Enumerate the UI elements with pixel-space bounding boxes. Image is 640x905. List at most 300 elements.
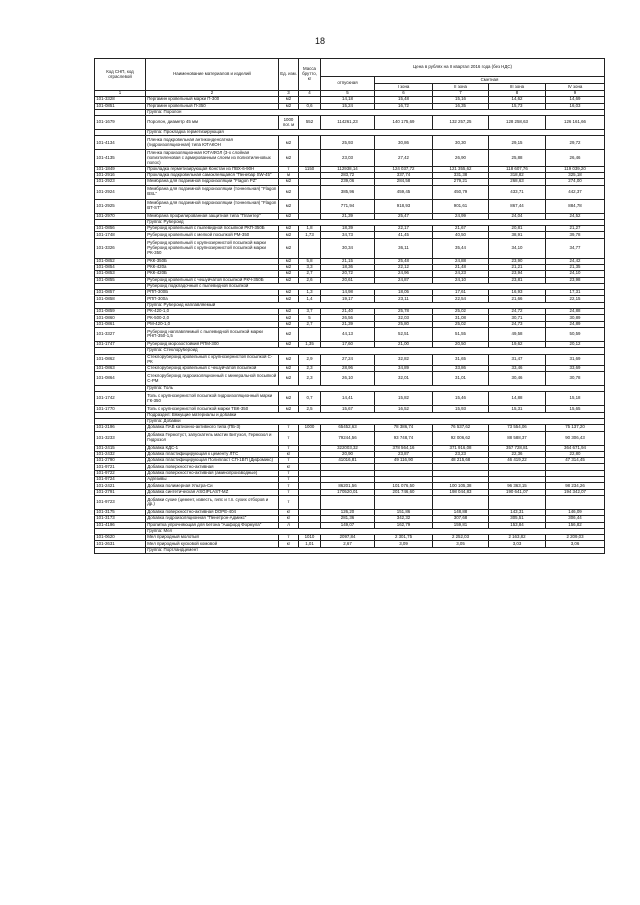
- material-code: 101-0853: [95, 271, 146, 277]
- material-code: 101-2923: [95, 179, 146, 185]
- price-zone-3: 96 363,15: [489, 483, 546, 489]
- price-zone-1: 378 564,16: [375, 445, 433, 451]
- price-release: 18,39: [321, 226, 375, 232]
- unit: м2: [279, 296, 299, 302]
- material-name: Стеклорубероид гидроизоляционный с минеральной посыпкой С-РМ: [146, 372, 279, 386]
- unit: т: [279, 470, 299, 476]
- material-code: 101-0852: [95, 258, 146, 264]
- material-name: Добавка пластифицирующая к цементу ЛТС: [146, 451, 279, 457]
- material-name: Добавка поверхностно-активная: [146, 464, 279, 470]
- price-release: 170520,01: [321, 489, 375, 495]
- price-zone-4: 21,35: [546, 265, 605, 271]
- price-zone-3: 25,88: [489, 150, 546, 166]
- table-row: [95, 199, 605, 213]
- price-release: 20,90: [321, 451, 375, 457]
- price-release: 126,20: [321, 509, 375, 515]
- price-zone-2: 279,21: [433, 179, 489, 185]
- price-zone-1: 36,11: [375, 238, 433, 258]
- unit: м2: [279, 406, 299, 412]
- unit: м2: [279, 277, 299, 283]
- price-zone-1: 25,78: [375, 309, 433, 315]
- mass: [299, 136, 321, 150]
- mass: 2,9: [299, 354, 321, 365]
- unit: л: [279, 522, 299, 528]
- price-zone-3: 2 163,82: [489, 535, 546, 541]
- material-code: 101-2970: [95, 213, 146, 219]
- price-release: 114261,23: [321, 116, 375, 130]
- material-code: 101-0859: [95, 309, 146, 315]
- price-zone-2: 15,93: [433, 406, 489, 412]
- column-index: 2: [146, 91, 279, 97]
- material-code: 101-2421: [95, 483, 146, 489]
- price-zone-4: 75 137,20: [546, 425, 605, 431]
- material-code: 101-0857: [95, 290, 146, 296]
- price-zone-1: 101 076,50: [375, 483, 433, 489]
- table-row: [95, 354, 605, 365]
- price-release: 21,40: [321, 309, 375, 315]
- material-name: Добавка Гермотуст, запускатель мастик Битуэол, Гермозол и Гидрозол: [146, 431, 279, 445]
- price-zone-1: 151,86: [375, 509, 433, 515]
- mass: 3,7: [299, 309, 321, 315]
- price-zone-4: 22,80: [546, 451, 605, 457]
- material-code: 101-4135: [95, 150, 146, 166]
- price-zone-3: 15,73: [489, 103, 546, 109]
- material-code: 101-1748: [95, 232, 146, 238]
- table-row: [95, 495, 605, 509]
- price-zone-1: 30,86: [375, 136, 433, 150]
- group-code-cell: [95, 547, 146, 553]
- mass: 1,4: [299, 296, 321, 302]
- price-zone-1: 41,45: [375, 232, 433, 238]
- material-name: Пергамин кровельный марки П-300: [146, 97, 279, 103]
- price-zone-3: 73 554,06: [489, 425, 546, 431]
- header-mass: Масса брутто, кг: [299, 59, 321, 91]
- unit: м2: [279, 309, 299, 315]
- material-code: 101-0864: [95, 372, 146, 386]
- price-zone-4: 21,27: [546, 226, 605, 232]
- price-zone-4: 126 161,66: [546, 116, 605, 130]
- price-zone-4: 306,44: [546, 516, 605, 522]
- price-release: 34,73: [321, 232, 375, 238]
- price-zone-3: 24,73: [489, 321, 546, 327]
- unit: кг: [279, 464, 299, 470]
- unit: т: [279, 166, 299, 172]
- group-name: Группа: Рубероид наплавляемый: [146, 302, 605, 308]
- unit: м2: [279, 199, 299, 213]
- material-name: Стеклорубероид кровельный с чешуйчатой посыпкой: [146, 365, 279, 371]
- price-zone-3: 21,21: [489, 265, 546, 271]
- price-zone-3: 88 588,37: [489, 431, 546, 445]
- material-code: 101-4196: [95, 522, 146, 528]
- unit: м2: [279, 97, 299, 103]
- material-code: 101-0854: [95, 265, 146, 271]
- material-name: Мел природный кусковой комовой: [146, 541, 279, 547]
- price-release: 771,94: [321, 199, 375, 213]
- price-zone-1: 25,47: [375, 213, 433, 219]
- price-release: 26,10: [321, 372, 375, 386]
- material-code: 101-1742: [95, 392, 146, 406]
- table-row: [95, 185, 605, 199]
- price-zone-4: 884,78: [546, 199, 605, 213]
- mass: [299, 185, 321, 199]
- material-name: Добавка гидроизоляционная "Пенетрон-Адмикс": [146, 516, 279, 522]
- material-name: Добавка пластифицирующая Полипласт СП-1ВП (Дифомикс): [146, 458, 279, 464]
- unit: м2: [279, 365, 299, 371]
- price-zone-1: 52,51: [375, 327, 433, 341]
- price-zone-3: 118 607,76: [489, 166, 546, 172]
- price-zone-2: 20,50: [433, 341, 489, 347]
- group-name: Группа: Прокладка герметизирующая: [146, 130, 605, 136]
- material-code: 101-3173: [95, 516, 146, 522]
- material-code: 101-0855: [95, 277, 146, 283]
- mass: [299, 495, 321, 509]
- price-zone-2: 48 215,68: [433, 458, 489, 464]
- price-zone-1: 342,32: [375, 516, 433, 522]
- material-name: Пленка пароизоляционная ЮТАФОЛ (3-х слойная полиэтиленовая с армированным слоем из полиэтиленовых полос): [146, 150, 279, 166]
- price-zone-2: 2 252,03: [433, 535, 489, 541]
- price-zone-3: 14,88: [489, 392, 546, 406]
- material-name: Добавка поверхностно-активная DOPE-404: [146, 509, 279, 515]
- price-release: 385,96: [321, 185, 375, 199]
- column-index: 4: [299, 91, 321, 97]
- price-release: 14,98: [321, 290, 375, 296]
- material-name: Стеклорубероид кровельный с крупнозернистой посыпкой С-РК: [146, 354, 279, 365]
- price-zone-3: [489, 495, 546, 509]
- price-zone-1: 27,42: [375, 150, 433, 166]
- price-release: 112938,14: [321, 166, 375, 172]
- material-code: 101-9724: [95, 477, 146, 483]
- price-zone-4: 30,89: [546, 315, 605, 321]
- price-zone-1: 24,96: [375, 271, 433, 277]
- price-zone-2: 31,01: [433, 372, 489, 386]
- price-release: [321, 495, 375, 509]
- price-zone-3: 29,15: [489, 136, 546, 150]
- unit: кг: [279, 516, 299, 522]
- price-release: 21,39: [321, 213, 375, 219]
- price-release: 44,13: [321, 327, 375, 341]
- price-release: 322003,32: [321, 445, 375, 451]
- price-zone-1: 15,48: [375, 97, 433, 103]
- material-code: 101-2916: [95, 172, 146, 178]
- price-zone-3: 23,90: [489, 258, 546, 264]
- price-zone-3: 143,31: [489, 509, 546, 515]
- price-zone-2: 26,90: [433, 150, 489, 166]
- unit: м2: [279, 315, 299, 321]
- price-zone-4: 325,18: [546, 172, 605, 178]
- price-zone-4: 22,15: [546, 296, 605, 302]
- price-release: 21,15: [321, 258, 375, 264]
- material-name: Мел природный молотый: [146, 535, 279, 541]
- material-code: 101-3326: [95, 238, 146, 258]
- price-release: 86201,56: [321, 483, 375, 489]
- unit: м2: [279, 238, 299, 258]
- price-zone-2: 21,48: [433, 265, 489, 271]
- material-code: 101-0863: [95, 365, 146, 371]
- material-name: Добавка ПАВ катионно-активного типа (ПБ-3): [146, 425, 279, 431]
- group-name: Группа: Мел: [146, 528, 605, 534]
- price-release: 15,24: [321, 103, 375, 109]
- price-zone-1: 140 175,69: [375, 116, 433, 130]
- price-zone-4: 16,03: [546, 103, 605, 109]
- price-zone-2: 371 916,08: [433, 445, 489, 451]
- material-name: Рубероид кровельный с чешуйчатой посыпкой РКЧ-350Б: [146, 277, 279, 283]
- price-zone-4: 20,12: [546, 341, 605, 347]
- unit: м2: [279, 226, 299, 232]
- price-zone-2: 3,05: [433, 541, 489, 547]
- mass: [299, 431, 321, 445]
- material-code: 101-9723: [95, 495, 146, 509]
- material-code: 101-2790: [95, 458, 146, 464]
- header-unit: Ед. изм.: [279, 59, 299, 91]
- price-zone-1: 32,03: [375, 315, 433, 321]
- price-zone-2: 16,35: [433, 103, 489, 109]
- price-zone-2: 132 257,25: [433, 116, 489, 130]
- price-release: 15,67: [321, 406, 375, 412]
- material-code: 101-0851: [95, 103, 146, 109]
- price-zone-2: 159,81: [433, 522, 489, 528]
- price-release: 27,24: [321, 354, 375, 365]
- material-name: РК-420-1,0: [146, 309, 279, 315]
- price-zone-4: 14,69: [546, 97, 605, 103]
- material-name: Толь с крупнозернистой посыпкой марки ТВК-350: [146, 406, 279, 412]
- mass: [299, 238, 321, 258]
- price-zone-2: 901,61: [433, 199, 489, 213]
- price-release: 239,06: [321, 179, 375, 185]
- price-zone-4: 29,72: [546, 136, 605, 150]
- price-release: 18,36: [321, 265, 375, 271]
- material-name: РПП-300Б: [146, 290, 279, 296]
- unit: кг: [279, 509, 299, 515]
- mass: 1150: [299, 166, 321, 172]
- price-zone-1: 15,82: [375, 392, 433, 406]
- header-zone-4: IV зона: [546, 84, 605, 91]
- price-zone-3: 22,36: [489, 451, 546, 457]
- material-code: 101-2432: [95, 451, 146, 457]
- price-zone-1: 18,05: [375, 290, 433, 296]
- price-zone-2: 51,55: [433, 327, 489, 341]
- price-zone-3: 14,62: [489, 97, 546, 103]
- material-code: 101-3328: [95, 97, 146, 103]
- price-zone-4: 33,69: [546, 365, 605, 371]
- price-zone-1: 918,93: [375, 199, 433, 213]
- price-zone-1: 25,80: [375, 321, 433, 327]
- material-name: РК-500-2,0: [146, 315, 279, 321]
- price-zone-1: 3,09: [375, 541, 433, 547]
- price-release: 14,41: [321, 392, 375, 406]
- price-zone-2: 35,44: [433, 238, 489, 258]
- material-code: 101-0860: [95, 315, 146, 321]
- price-zone-3: 20,81: [489, 226, 546, 232]
- price-zone-1: 23,11: [375, 296, 433, 302]
- price-zone-2: 40,50: [433, 232, 489, 238]
- material-name: Добавка полимерная Ультра-Си: [146, 483, 279, 489]
- price-zone-1: 16,72: [375, 103, 433, 109]
- unit: м2: [279, 179, 299, 185]
- price-zone-2: 198 044,83: [433, 489, 489, 495]
- price-zone-1: 49 116,90: [375, 458, 433, 464]
- price-zone-2: 24,10: [433, 277, 489, 283]
- price-zone-4: 442,37: [546, 185, 605, 199]
- unit: 1000 пог. м: [279, 116, 299, 130]
- price-release: 28,96: [321, 365, 375, 371]
- mass: [299, 150, 321, 166]
- price-zone-2: 92 006,62: [433, 431, 489, 445]
- price-release: 14,18: [321, 97, 375, 103]
- header-price-title: Цена в рублях на II квартал 2016 года (без НДС): [321, 59, 605, 77]
- price-zone-4: 15,18: [546, 392, 605, 406]
- unit: кг: [279, 451, 299, 457]
- price-zone-3: 24,04: [489, 213, 546, 219]
- price-zone-3: 15,31: [489, 406, 546, 412]
- mass: [299, 327, 321, 341]
- mass: 0,6: [299, 103, 321, 109]
- unit: м: [279, 172, 299, 178]
- price-zone-4: 98 234,26: [546, 483, 605, 489]
- mass: 1,8: [299, 226, 321, 232]
- header-zone-1: I зона: [375, 84, 433, 91]
- price-release: 20,72: [321, 271, 375, 277]
- material-name: РКК-350Б: [146, 258, 279, 264]
- material-code: 101-4134: [95, 136, 146, 150]
- material-code: 101-1849: [95, 166, 146, 172]
- price-zone-2: 25,02: [433, 309, 489, 315]
- price-zone-3: 23,81: [489, 277, 546, 283]
- price-zone-4: 24,89: [546, 321, 605, 327]
- price-zone-2: 33,86: [433, 365, 489, 371]
- price-zone-3: 24,72: [489, 309, 546, 315]
- price-zone-1: 162,79: [375, 522, 433, 528]
- material-code: 101-3175: [95, 509, 146, 515]
- price-zone-2: 15,46: [433, 392, 489, 406]
- price-zone-1: 284,58: [375, 179, 433, 185]
- price-zone-2: 25,02: [433, 321, 489, 327]
- material-name: Прокладка подкровельная самоклеящаяся "Пенебар SW-45": [146, 172, 279, 178]
- price-zone-3: 49,58: [489, 327, 546, 341]
- group-name: Группа: Портландцемент: [146, 547, 605, 553]
- price-zone-3: 16,93: [489, 290, 546, 296]
- price-zone-2: 450,79: [433, 185, 489, 199]
- material-name: Рубероид кровельный с крупнозернистой посыпкой марки Рубероид кровельный с крупнозернистой посыпкой марки РК-350: [146, 238, 279, 258]
- unit: м2: [279, 213, 299, 219]
- price-zone-2: 22,54: [433, 296, 489, 302]
- material-name: Мембрана профилированная защитная типа "Плантер": [146, 213, 279, 219]
- column-index: 8: [489, 91, 546, 97]
- mass: 2,7: [299, 321, 321, 327]
- price-zone-4: 39,78: [546, 232, 605, 238]
- material-code: 101-2196: [95, 425, 146, 431]
- material-name: Адгезивы: [146, 477, 279, 483]
- material-name: РПП-300а: [146, 296, 279, 302]
- unit: м2: [279, 150, 299, 166]
- material-name: РМ-420-1,0: [146, 321, 279, 327]
- material-name: Рубероид кровельный с мелкой посыпкой РМ-350: [146, 232, 279, 238]
- material-code: 101-2791: [95, 489, 146, 495]
- price-zone-4: 50,59: [546, 327, 605, 341]
- table-row: [95, 327, 605, 341]
- price-zone-3: 33,46: [489, 365, 546, 371]
- price-release: 20,61: [321, 277, 375, 283]
- price-zone-4: 15,65: [546, 406, 605, 412]
- price-zone-4: 26,46: [546, 150, 605, 166]
- mass: 0,7: [299, 392, 321, 406]
- mass: 2,5: [299, 406, 321, 412]
- price-release: 2097,84: [321, 535, 375, 541]
- material-name: Добавка КДС-1: [146, 445, 279, 451]
- unit: м2: [279, 321, 299, 327]
- header-zone-3: III зона: [489, 84, 546, 91]
- unit: м2: [279, 103, 299, 109]
- price-zone-2: 148,88: [433, 509, 489, 515]
- price-zone-2: [433, 495, 489, 509]
- price-zone-3: 31,47: [489, 354, 546, 365]
- material-name: Рубероид морозостойкий РПМ-300: [146, 341, 279, 347]
- group-name: Подраздел: Вяжущие материалы и добавки: [146, 412, 605, 418]
- price-release: 25,93: [321, 136, 375, 150]
- price-zone-4: 31,69: [546, 354, 605, 365]
- price-zone-1: 24,87: [375, 277, 433, 283]
- price-zone-1: 32,01: [375, 372, 433, 386]
- price-zone-3: 38,91: [489, 232, 546, 238]
- table-row: [95, 136, 605, 150]
- mass: 2,6: [299, 277, 321, 283]
- price-release: 281,36: [321, 516, 375, 522]
- column-index: 5: [321, 91, 375, 97]
- mass: 2,7: [299, 271, 321, 277]
- mass: 2,3: [299, 365, 321, 371]
- unit: т: [279, 431, 299, 445]
- price-zone-4: 90 306,43: [546, 431, 605, 445]
- material-code: 101-1679: [95, 116, 146, 130]
- material-name: Добавки сухие (цемент, известь, гипс и т.п. сухих отборов и др.): [146, 495, 279, 509]
- price-zone-2: 15,16: [433, 97, 489, 103]
- price-zone-2: 21,67: [433, 226, 489, 232]
- material-name: Пропитка упрочняющая для бетона "Ашфорд Формула": [146, 522, 279, 528]
- unit: м2: [279, 271, 299, 277]
- unit: кг: [279, 541, 299, 547]
- price-zone-4: 156,82: [546, 522, 605, 528]
- material-name: Добавка поверхностно-активная (аминопроизводные): [146, 470, 279, 476]
- price-zone-1: 337,74: [375, 172, 433, 178]
- mass: 1000: [299, 425, 321, 431]
- group-name: Группа: Добавки: [146, 418, 605, 424]
- price-zone-2: 23,23: [433, 451, 489, 457]
- price-release: 79244,56: [321, 431, 375, 445]
- price-zone-2: 24,88: [433, 258, 489, 264]
- unit: т: [279, 458, 299, 464]
- material-code: 101-0856: [95, 226, 146, 232]
- price-zone-1: [375, 495, 433, 509]
- table-row: [95, 372, 605, 386]
- price-zone-3: 3,03: [489, 541, 546, 547]
- column-index: 1: [95, 91, 146, 97]
- mass: 1,01: [299, 541, 321, 547]
- header-code: Код СНП, код отраслевой: [95, 59, 146, 91]
- group-name: Группа: Рубероид: [146, 219, 605, 225]
- material-code: 101-1770: [95, 406, 146, 412]
- material-code: 101-0620: [95, 535, 146, 541]
- unit: т: [279, 483, 299, 489]
- material-name: Пергамин кровельный П-350: [146, 103, 279, 109]
- table-row: [95, 238, 605, 258]
- column-index: 6: [375, 91, 433, 97]
- price-zone-3: 46 419,22: [489, 458, 546, 464]
- unit: м2: [279, 327, 299, 341]
- price-zone-4: 24,88: [546, 309, 605, 315]
- price-zone-2: 24,23: [433, 271, 489, 277]
- price-zone-4: 47 314,45: [546, 458, 605, 464]
- price-zone-3: 318,82: [489, 172, 546, 178]
- header-name: Наименование материалов и изделий: [146, 59, 279, 91]
